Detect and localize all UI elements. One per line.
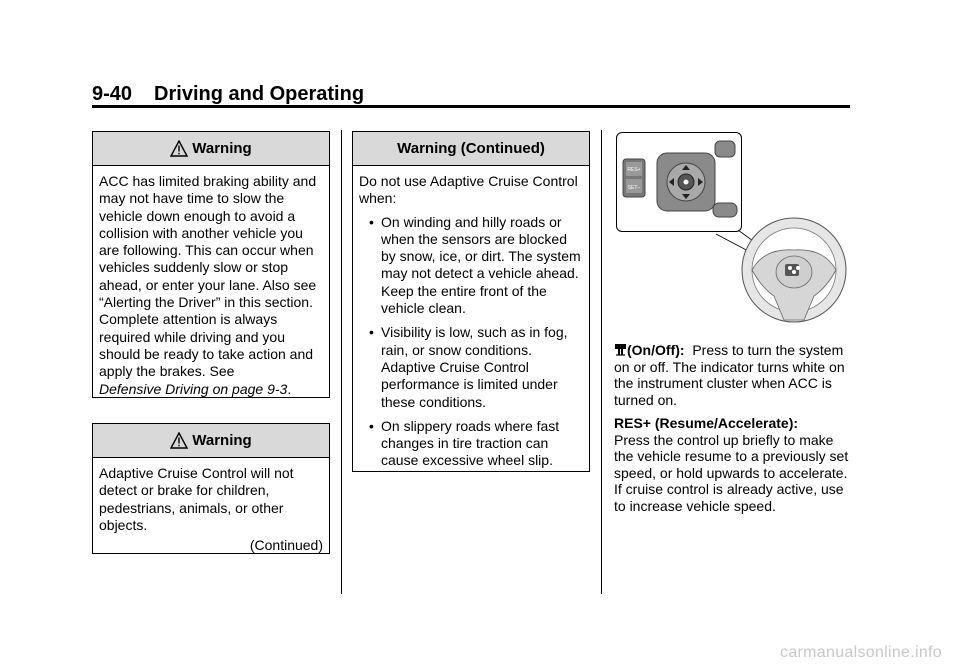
section-title: Driving and Operating <box>154 83 365 105</box>
warning-header <box>93 424 329 458</box>
header-rule <box>92 105 850 108</box>
warning-title: Warning <box>192 140 252 157</box>
warning-text: Adaptive Cruise Control will not detect or brake for children, pedestrians, animals, or other objects. <box>99 465 294 533</box>
res-accelerate-description: Press the control up briefly to make the vehicle resume to a previously set speed, or hold upwards to accelerate. If cruise control is already active, use to increase vehicle speed. <box>614 431 849 514</box>
cruise-controls-illustration <box>617 133 741 231</box>
warning-box-braking <box>92 131 330 398</box>
set-label: SET− <box>627 185 641 191</box>
cruise-onoff-icon <box>614 343 627 357</box>
list-item: • On slippery roads where fast changes in tire traction can cause excessive wheel slip. <box>369 417 560 469</box>
warning-header <box>93 132 329 166</box>
controls-description <box>614 342 854 521</box>
column-divider <box>341 130 342 594</box>
warning-body <box>353 166 589 483</box>
warning-text: ACC has limited braking ability and may not have time to slow the vehicle down enough to avoid a collision with another vehicle you are following. This can occur when vehicles suddenly slow or stop ahead, or enter your lane. Also see “Alerting the Driver” in this section. Complete attention is always required while driving and you should be ready to take action and apply the brakes. See <box>99 173 317 380</box>
warning-intro: Do not use Adaptive Cruise Control when: <box>359 173 578 207</box>
warning-bullet-list <box>359 214 583 470</box>
cross-reference-link[interactable]: Defensive Driving on page 9-3 <box>99 380 288 397</box>
warning-body <box>93 458 329 560</box>
onoff-description: Press to turn the system on or off. The indicator turns white on the instrument cluster when ACC is turned on. <box>614 342 845 408</box>
list-item: • Visibility is low, such as in fog, rain, or snow conditions. Adaptive Cruise Control performance is limited under these conditions. <box>369 324 568 410</box>
warning-header <box>353 132 589 166</box>
page-header <box>92 82 850 106</box>
steering-wheel-figure <box>614 130 852 330</box>
continued-label: (Continued) <box>249 537 323 554</box>
column-divider <box>601 130 602 594</box>
warning-triangle-icon <box>170 140 188 157</box>
warning-triangle-icon <box>170 432 188 449</box>
onoff-label: (On/Off): <box>627 342 685 358</box>
page-number: 9-40 <box>92 83 133 105</box>
watermark: carmanualsonline.info <box>780 644 942 661</box>
res-accelerate-label: RES+ (Resume/Accelerate): <box>614 415 799 431</box>
warning-title: Warning (Continued) <box>397 140 545 157</box>
list-item: • On winding and hilly roads or when the sensors are blocked by snow, ice, or dirt. The system may not detect a vehicle ahead. Keep the entire front of the vehicle clean. <box>369 213 581 317</box>
control-inset <box>616 132 742 232</box>
warning-title: Warning <box>192 432 252 449</box>
warning-body <box>93 166 329 404</box>
warning-box-detection <box>92 423 330 554</box>
punctuation: . <box>287 380 292 397</box>
res-label: RES+ <box>627 167 641 173</box>
warning-box-continued <box>352 131 590 472</box>
